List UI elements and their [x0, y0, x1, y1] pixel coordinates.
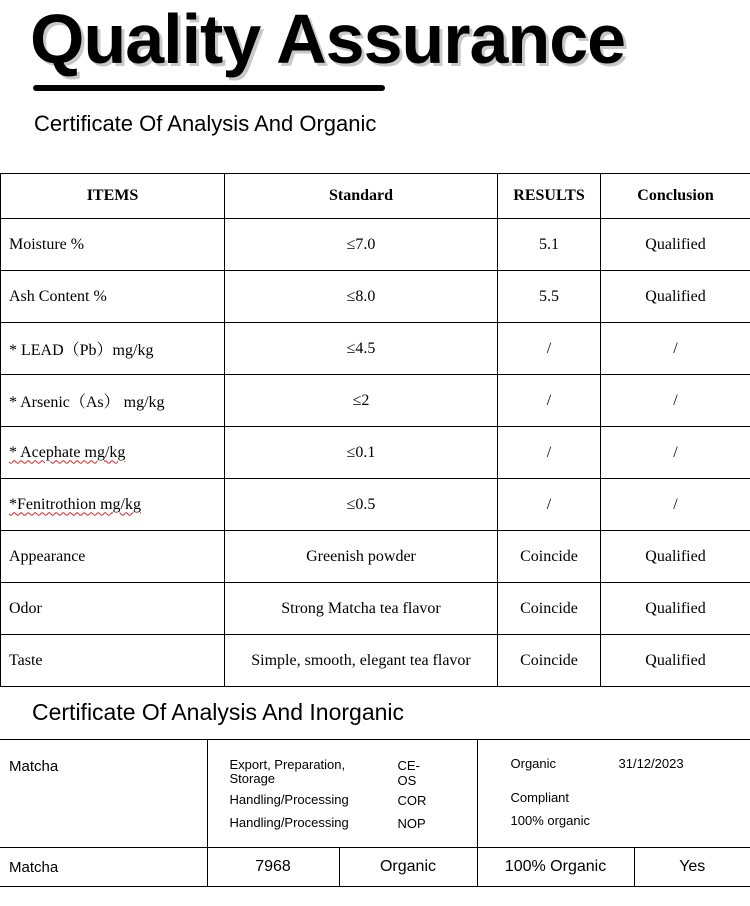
conclusion-cell: /	[601, 427, 750, 479]
column-header-conclusion: Conclusion	[601, 174, 750, 219]
standard-cell: ≤7.0	[225, 219, 498, 271]
code-cell: 7968	[207, 848, 339, 887]
result-cell: Coincide	[498, 583, 601, 635]
standard-cell: ≤2	[225, 375, 498, 427]
table-row	[1, 219, 750, 271]
item-cell: * Arsenic（As） mg/kg	[1, 375, 225, 427]
standard-cell: ≤8.0	[225, 271, 498, 323]
item-label: * Acephate mg/kg	[9, 443, 126, 461]
result-cell: /	[498, 375, 601, 427]
table-row	[1, 271, 750, 323]
conclusion-cell: Qualified	[601, 531, 750, 583]
table-row	[1, 635, 750, 687]
table-row	[1, 375, 750, 427]
certification-code: CE-OS	[397, 758, 420, 788]
conclusion-cell: /	[601, 375, 750, 427]
standard-cell: ≤0.5	[225, 479, 498, 531]
certification-name: Handling/Processing	[229, 792, 349, 807]
table-row	[1, 531, 750, 583]
table-row	[1, 583, 750, 635]
certification-code: NOP	[397, 816, 426, 831]
certifications-cell	[207, 740, 477, 848]
item-cell	[1, 479, 225, 531]
compliant-label: Compliant	[510, 790, 570, 805]
product-cell: Matcha	[0, 848, 207, 887]
conclusion-cell: /	[601, 323, 750, 375]
organic-cell: 100% Organic	[477, 848, 634, 887]
conclusion-cell: Qualified	[601, 583, 750, 635]
column-header-results: RESULTS	[498, 174, 601, 219]
conclusion-cell: Qualified	[601, 219, 750, 271]
result-cell: /	[498, 479, 601, 531]
certification-list	[208, 740, 477, 847]
result-cell: 5.1	[498, 219, 601, 271]
item-cell: Taste	[1, 635, 225, 687]
table-header-row	[1, 174, 750, 219]
column-header-standard: Standard	[225, 174, 498, 219]
title-underline	[33, 85, 385, 91]
product-cell: Matcha	[0, 740, 207, 848]
standard-cell: Greenish powder	[225, 531, 498, 583]
result-cell: Coincide	[498, 531, 601, 583]
standard-cell: Simple, smooth, elegant tea flavor	[225, 635, 498, 687]
result-cell: /	[498, 323, 601, 375]
standard-cell: ≤4.5	[225, 323, 498, 375]
item-cell: Odor	[1, 583, 225, 635]
certification-code: COR	[397, 793, 427, 808]
conclusion-cell: Qualified	[601, 635, 750, 687]
item-cell: * LEAD（Pb）mg/kg	[1, 323, 225, 375]
inorganic-table	[0, 739, 750, 887]
result-cell: Coincide	[498, 635, 601, 687]
conclusion-cell: /	[601, 479, 750, 531]
item-cell: Appearance	[1, 531, 225, 583]
standard-cell: Strong Matcha tea flavor	[225, 583, 498, 635]
item-label: *Fenitrothion mg/kg	[9, 495, 141, 513]
item-cell	[1, 427, 225, 479]
certification-name: Export, Preparation, Storage	[229, 757, 346, 786]
status-label: Organic	[510, 756, 557, 771]
table-row	[1, 323, 750, 375]
answer-cell: Yes	[634, 848, 750, 887]
organic-status-block	[478, 740, 750, 847]
item-cell: Ash Content %	[1, 271, 225, 323]
conclusion-cell: Qualified	[601, 271, 750, 323]
organic-status-cell	[477, 740, 750, 848]
standard-cell: ≤0.1	[225, 427, 498, 479]
inorganic-section-title: Certificate Of Analysis And Inorganic	[32, 699, 405, 725]
result-cell: /	[498, 427, 601, 479]
result-cell: 5.5	[498, 271, 601, 323]
certification-row	[0, 740, 750, 848]
organic-percent-label: 100% organic	[510, 813, 590, 828]
analysis-table	[0, 173, 750, 687]
summary-row	[0, 848, 750, 887]
column-header-items: ITEMS	[1, 174, 225, 219]
organic-section-title: Certificate Of Analysis And Organic	[34, 111, 377, 136]
expiry-date: 31/12/2023	[618, 756, 684, 771]
item-cell: Moisture %	[1, 219, 225, 271]
table-row	[1, 479, 750, 531]
type-cell: Organic	[339, 848, 477, 887]
certification-name: Handling/Processing	[229, 815, 349, 830]
table-row	[1, 427, 750, 479]
page-title: Quality Assurance	[30, 0, 626, 78]
